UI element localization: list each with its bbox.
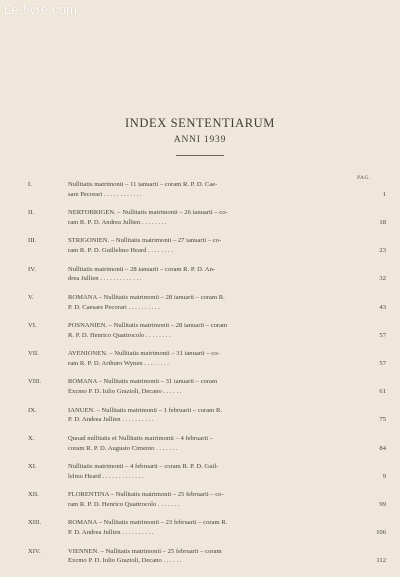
entry-page-number: 61 bbox=[379, 388, 386, 396]
entry-number: XII. bbox=[28, 491, 39, 499]
entry-page-number: 43 bbox=[379, 303, 386, 311]
entry-judge-line: lelmo Heard . . . . . . . . . . . . . bbox=[68, 472, 144, 480]
entry-page-number: 75 bbox=[379, 416, 386, 424]
entry-title-line: AVENIONEN. – Nullitatis matrimonii – 31 ianuarii – co- bbox=[68, 350, 220, 358]
entry-number: VII. bbox=[28, 350, 39, 358]
entry-number: VIII. bbox=[28, 378, 41, 386]
entry-page-number: 32 bbox=[379, 275, 386, 283]
entry-page-number: 18 bbox=[379, 218, 386, 226]
entry-title-line: ROMANA – Nullitatis matrimonii – 31 ianuarii – coram bbox=[68, 378, 218, 386]
entry-judge-line: Excmo P. D. Iulio Grazioli, Decano . . . . . . bbox=[68, 557, 182, 565]
entry-title-line: Nullitatis matrimonii – 28 ianuarii – coram R. P. D. An- bbox=[68, 265, 216, 273]
entry-judge-line: P. D. Caesare Pecorari . . . . . . . . . . bbox=[68, 303, 160, 311]
entry-page-number: 57 bbox=[379, 331, 386, 339]
entry-title-line: NERTOBRIGEN. – Nullitatis matrimonii – 26 ianuarii – co- bbox=[68, 209, 228, 217]
page-column-header: PAG. bbox=[357, 175, 371, 181]
entry-title-line: POSNANIEN. – Nullitatis matrimonii – 28 ianuarii – coram bbox=[68, 322, 228, 329]
entry-judge-line: ram R. P. D. Henrico Quattrocolo . . . . . . . bbox=[68, 500, 180, 508]
entry-number: V. bbox=[28, 293, 34, 301]
entry-title-line: Nullitatis matrimonii – 11 ianuarii – coram R. P. D. Cae- bbox=[68, 181, 218, 188]
entry-number: XIII. bbox=[28, 519, 41, 527]
page-subtitle: ANNI 1939 bbox=[173, 135, 227, 145]
entry-number: II. bbox=[28, 209, 35, 217]
entry-number: VI. bbox=[28, 322, 37, 329]
entry-judge-line: P. D. Andrea Jullien . . . . . . . . . . bbox=[68, 529, 154, 537]
entry-page-number: 1 bbox=[382, 190, 386, 198]
entry-title-line: FLORENTINA – Nullitatis matrimonii – 25 februarii – co- bbox=[68, 491, 224, 499]
entry-title-line: STRIGONIEN. – Nullitatis matrimonii – 27 ianuarii – co- bbox=[68, 237, 222, 245]
entry-judge-line: coram R. P. D. Augusto Cimento . . . . . . . bbox=[68, 444, 178, 452]
watermark: Le-livre.com bbox=[4, 2, 78, 17]
entry-number: XIV. bbox=[28, 547, 41, 555]
entry-title-line: ROMANA – Nullitatis matrimonii – 23 februarii – coram R. bbox=[68, 519, 228, 527]
entry-number: IV. bbox=[28, 265, 36, 273]
entry-judge-line: P. D. Andrea Jullien . . . . . . . . . . bbox=[68, 416, 154, 424]
entry-judge-line: drea Jullien . . . . . . . . . . . . . bbox=[68, 275, 142, 283]
entry-number: I. bbox=[28, 181, 32, 188]
title-divider bbox=[176, 155, 224, 156]
entry-judge-line: ram R. P. D. Arthuro Wynen . . . . . . . . bbox=[68, 359, 169, 367]
entry-judge-line: sare Pecorari . . . . . . . . . . . . bbox=[68, 190, 142, 198]
entry-title-line: Nullitatis matrimonii – 4 februarii – coram R. P. D. Guil- bbox=[68, 463, 219, 470]
entry-judge-line: Excmo P. D. Iulio Grazioli, Decano . . . . . . bbox=[68, 388, 182, 396]
entry-number: X. bbox=[28, 434, 35, 442]
page-title: INDEX SENTENTIARUM bbox=[124, 116, 276, 130]
entry-page-number: 112 bbox=[376, 557, 386, 565]
entry-number: XI. bbox=[28, 463, 37, 470]
entry-number: III. bbox=[28, 237, 37, 245]
entry-page-number: 106 bbox=[376, 529, 386, 537]
entry-title-line: Quoad nullitatis et Nullitatis matrimonii – 4 februarii – bbox=[68, 434, 214, 442]
entry-judge-line: R. P. D. Henrico Quattrocolo . . . . . . . . bbox=[68, 331, 171, 339]
entry-page-number: 57 bbox=[379, 359, 386, 367]
entry-judge-line: ram R. P. D. Guillelmo Heard . . . . . . . . bbox=[68, 247, 173, 255]
entry-judge-line: ram R. P. D. Andrea Jullien . . . . . . . . bbox=[68, 218, 167, 226]
entry-page-number: 23 bbox=[379, 247, 386, 255]
entry-page-number: 9 bbox=[382, 472, 386, 480]
entry-page-number: 84 bbox=[379, 444, 386, 452]
entry-title-line: VIENNEN. – Nullitatis matrimonii – 25 februarii – coram bbox=[68, 547, 222, 555]
entry-title-line: ROMANA – Nullitatis matrimonii – 28 ianuarii – coram R. bbox=[68, 293, 225, 301]
entry-title-line: IANUEN. – Nullitatis matrimonii – 1 februarii – coram R. bbox=[68, 406, 223, 414]
entry-page-number: 99 bbox=[379, 500, 386, 508]
entry-number: IX. bbox=[28, 406, 37, 414]
